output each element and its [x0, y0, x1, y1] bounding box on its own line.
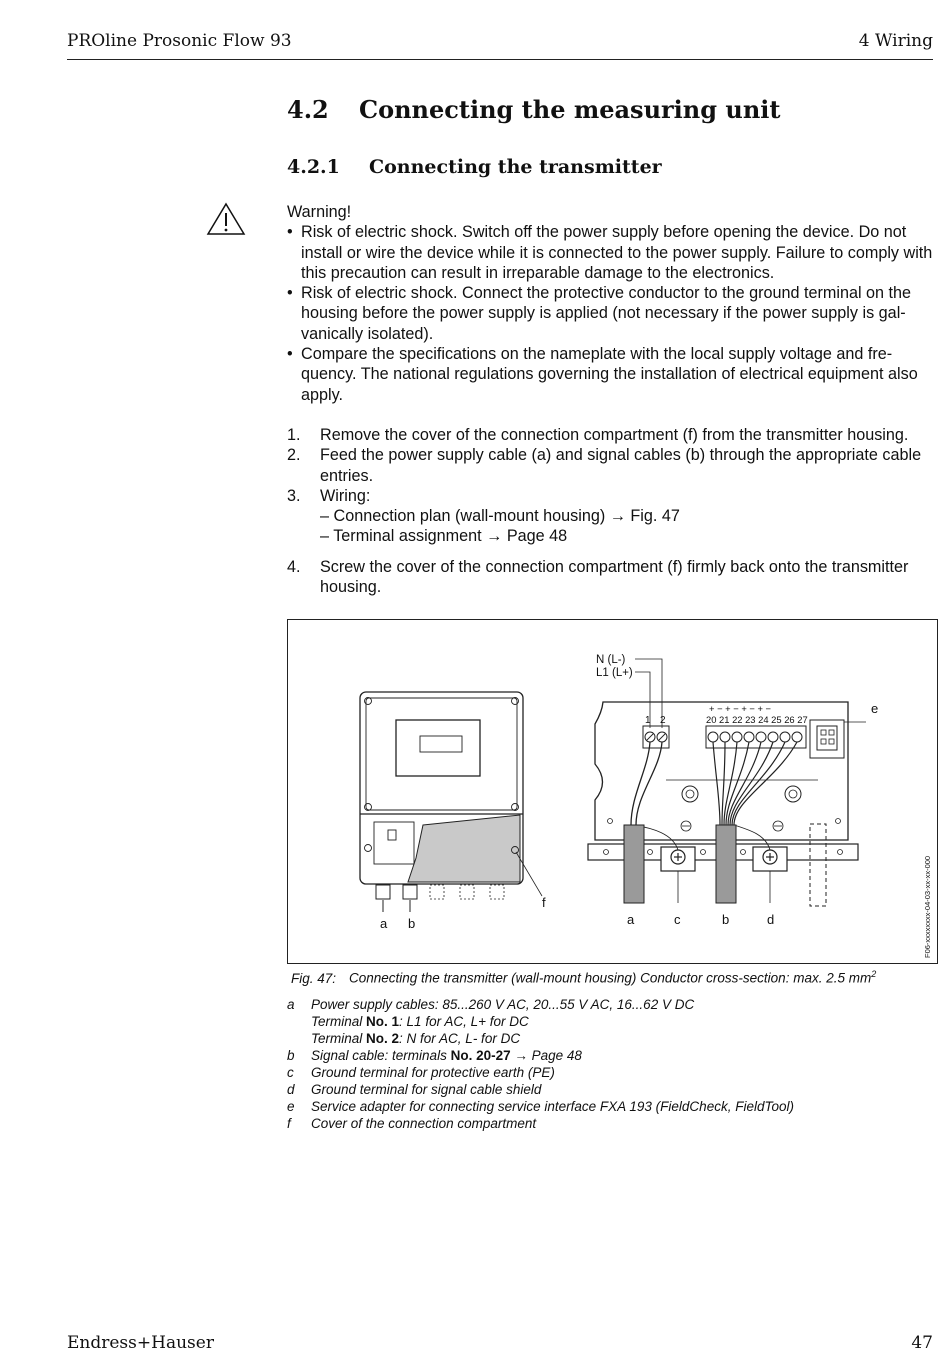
step-text: Remove the cover of the connection compartment (f) from the transmitter housing.: [320, 426, 909, 444]
figure-caption: [291, 969, 876, 986]
footer-brand: Endress+Hauser: [67, 1333, 214, 1353]
figure-caption-text: Connecting the transmitter (wall-mount housing) Conductor cross-section: max. 2.5 mm: [349, 970, 872, 986]
wiring-diagram: [288, 620, 937, 963]
label-a-left: a: [380, 916, 388, 931]
figure-legend: [287, 996, 794, 1132]
label-f: f: [542, 895, 546, 910]
connection-compartment: [588, 659, 866, 906]
terminals-20-27-label: 20 21 22 23 24 25 26 27: [706, 714, 808, 725]
procedure-steps: [287, 425, 939, 597]
warning-list: [287, 222, 939, 405]
legend-key: a: [287, 997, 295, 1012]
running-header-title: PROline Prosonic Flow 93: [67, 31, 292, 51]
label-n-l: N (L-): [596, 654, 626, 666]
warning-item: • Compare the specifications on the nameplate with the local supply voltage and fre-quency. The national regulations governing the installation of electrical equipment also apply.: [287, 344, 939, 405]
legend-item: [287, 996, 794, 1047]
legend-line: Power supply cables: 85...260 V AC, 20...55 V AC, 16...62 V DC: [311, 997, 695, 1012]
legend-item: [287, 1064, 794, 1081]
step-item: [287, 445, 939, 486]
warning-label: Warning!: [287, 203, 352, 221]
legend-line: Service adapter for connecting service interface FXA 193 (FieldCheck, FieldTool): [311, 1099, 794, 1114]
legend-line: Signal cable: terminals No. 20-27 → Page 48: [311, 1048, 582, 1063]
legend-key: f: [287, 1116, 291, 1131]
legend-line: Cover of the connection compartment: [311, 1116, 537, 1131]
step-number: 1.: [287, 426, 301, 444]
warning-item: • Risk of electric shock. Switch off the power supply before opening the device. Do not install or wire the device while it is connected to the power supply. Failure to comply with this precaution can result in irreparable damage to the electronics.: [287, 222, 939, 283]
legend-line: Terminal No. 1: L1 for AC, L+ for DC: [311, 1014, 529, 1029]
legend-key: d: [287, 1082, 295, 1097]
step-item: [287, 425, 939, 445]
legend-key: e: [287, 1099, 295, 1114]
step-number: 3.: [287, 486, 301, 505]
transmitter-housing: [360, 692, 542, 912]
warning-item: • Risk of electric shock. Connect the protective conductor to the ground terminal on the housing before the power supply is applied (not necessary if the power supply is gal-vanically isolated).: [287, 283, 939, 344]
warning-triangle-icon: [206, 202, 246, 236]
page-number: 47: [911, 1333, 933, 1353]
terminal-1-label: 1: [645, 715, 651, 726]
wiring-figure: [287, 619, 938, 964]
section-title: Connecting the measuring unit: [359, 95, 781, 124]
legend-item: [287, 1081, 794, 1098]
figure-caption-label: Fig. 47:: [291, 970, 337, 986]
step-number: 2.: [287, 446, 301, 465]
subsection-number: 4.2.1: [287, 156, 340, 178]
terminal-2-label: 2: [660, 715, 666, 726]
step-subitem-page-link[interactable]: – Terminal assignment → Page 48: [320, 527, 568, 546]
warning-block: [287, 202, 939, 405]
section-number: 4.2: [287, 95, 329, 124]
legend-key: b: [287, 1048, 295, 1063]
label-a-right: a: [627, 912, 635, 927]
terminal-polarity-label: + − + − + − + −: [709, 703, 772, 714]
running-header-chapter: 4 Wiring: [858, 31, 933, 51]
legend-page-link[interactable]: → Page 48: [510, 1048, 582, 1063]
label-l1-l: L1 (L+): [596, 667, 633, 679]
step-subitem-fig-link[interactable]: – Connection plan (wall-mount housing) → Fig. 47: [320, 507, 680, 526]
subsection-title: Connecting the transmitter: [369, 156, 662, 178]
legend-item: [287, 1047, 794, 1064]
subsection-heading: [287, 156, 662, 178]
label-b-right: b: [722, 912, 730, 927]
label-c: c: [674, 912, 681, 927]
label-e: e: [871, 701, 879, 716]
legend-line: Ground terminal for signal cable shield: [311, 1082, 542, 1097]
legend-line: Ground terminal for protective earth (PE): [311, 1065, 555, 1080]
step-item: [287, 486, 939, 547]
legend-item: [287, 1098, 794, 1115]
step-text: Feed the power supply cable (a) and signal cables (b) through the appropriate cable entries.: [320, 446, 922, 485]
header-rule: [67, 59, 933, 60]
legend-key: c: [287, 1065, 294, 1080]
step-text: Screw the cover of the connection compartment (f) firmly back onto the transmitter housing.: [320, 557, 909, 597]
step-number: 4.: [287, 557, 301, 576]
section-heading: [287, 95, 780, 124]
step-item: [287, 557, 939, 598]
legend-item: [287, 1115, 794, 1132]
figure-caption-sup: 2: [871, 969, 877, 979]
label-b-left: b: [408, 916, 416, 931]
step-text: Wiring:: [320, 486, 371, 505]
label-d: d: [767, 912, 775, 927]
figure-code: F06-xxxxxxxx-04-03-xx-xx-000: [923, 855, 932, 958]
legend-line: Terminal No. 2: N for AC, L- for DC: [311, 1031, 521, 1046]
